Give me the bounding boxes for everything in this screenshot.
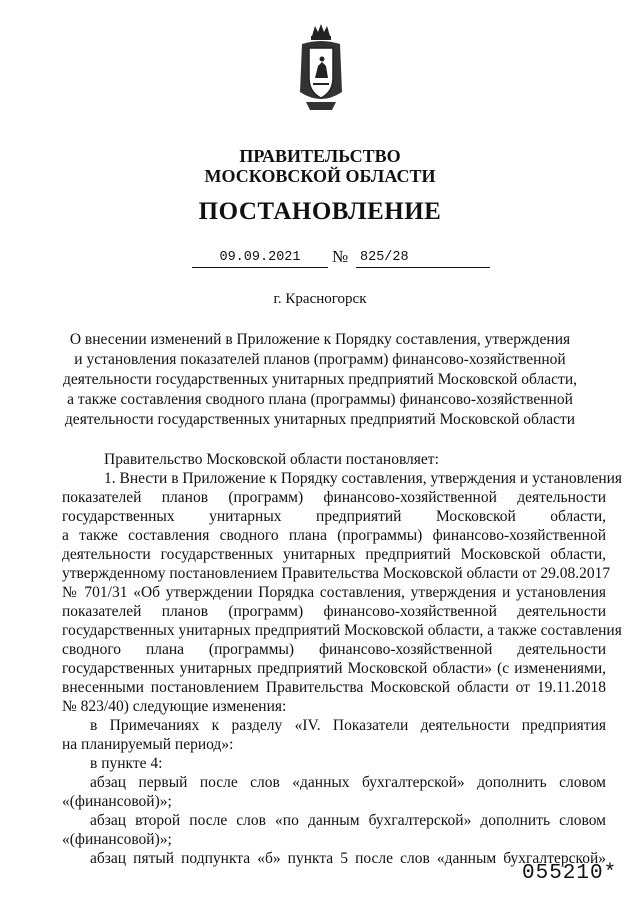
body-line: сводного плана (программы) финансово-хозяйственной деятельности [62, 641, 606, 658]
body-line: Правительство Московской области постановляет: [104, 451, 439, 468]
document-type-title: ПОСТАНОВЛЕНИЕ [198, 198, 442, 225]
body-line: «(финансовой)»; [62, 793, 172, 810]
body-line: показателей планов (программ) финансово-хозяйственной деятельности [62, 603, 606, 620]
body-line: государственных унитарных предприятий Московской области» (с изменениями, [62, 660, 606, 677]
organization-line-1: ПРАВИТЕЛЬСТВО [239, 146, 401, 166]
body-line: государственных унитарных предприятий Московской области, а также составления [62, 622, 622, 639]
date-number-line [0, 246, 640, 272]
serial-number: 055210* [522, 862, 618, 885]
body-line: «(финансовой)»; [62, 831, 172, 848]
organization-line-2: МОСКОВСКОЙ ОБЛАСТИ [204, 166, 436, 186]
body-line: абзац первый после слов «данных бухгалтерской» дополнить словом [90, 774, 606, 791]
coat-of-arms-emblem [298, 22, 344, 122]
body-line: № 823/40) следующие изменения: [62, 698, 287, 715]
document-number: 825/28 [360, 250, 409, 265]
subject-line: деятельности государственных унитарных предприятий Московской области, [62, 371, 577, 388]
body-line: в пункте 4: [90, 755, 163, 772]
body-line: а также составления сводного плана (программы) финансово-хозяйственной [62, 527, 606, 544]
body-line: в Примечаниях к разделу «IV. Показатели деятельности предприятия [90, 717, 606, 734]
body-line: утвержденному постановлением Правительства Московской области от 29.08.2017 [62, 565, 611, 582]
date-underline [192, 267, 328, 268]
subject-line: и установления показателей планов (программ) финансово-хозяйственной [74, 351, 566, 368]
body-line: показателей планов (программ) финансово-хозяйственной деятельности [62, 489, 606, 506]
city: г. Красногорск [273, 291, 367, 307]
body-line: внесенными постановлением Правительства Московской области от 19.11.2018 [62, 679, 606, 696]
subject-line: О внесении изменений в Приложение к Порядку составления, утверждения [69, 331, 571, 348]
document-date: 09.09.2021 [219, 250, 301, 265]
subject-line: а также составления сводного плана (программы) финансово-хозяйственной [67, 391, 573, 408]
body-line: абзац второй после слов «по данным бухгалтерской» дополнить словом [90, 812, 606, 829]
body-line: деятельности государственных унитарных предприятий Московской области, [62, 546, 606, 563]
body-line: 1. Внести в Приложение к Порядку составления, утверждения и установления [104, 470, 623, 487]
subject-line: деятельности государственных унитарных предприятий Московской области [64, 411, 576, 428]
number-underline [356, 267, 490, 268]
body-line: № 701/31 «Об утверждении Порядка составления, утверждения и установления [62, 584, 606, 601]
body-line: абзац пятый подпункта «б» пункта 5 после слов «данным бухгалтерской» [90, 850, 606, 867]
body-line: государственных унитарных предприятий Московской области, [62, 508, 606, 525]
body-line: на планируемый период»: [62, 736, 234, 753]
number-sign: № [332, 247, 349, 266]
